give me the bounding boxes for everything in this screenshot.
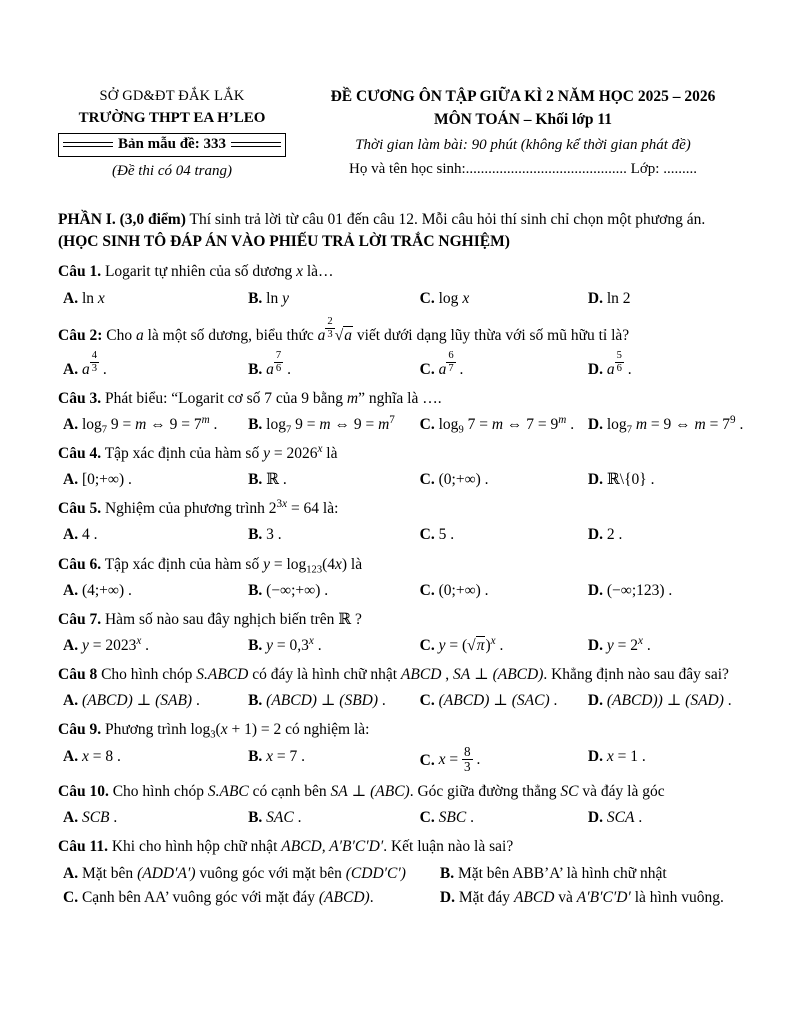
option-label: C.	[419, 415, 435, 433]
option-label: C.	[419, 581, 435, 599]
exam-title-block	[310, 86, 736, 183]
student-name-line: Họ và tên học sinh:........................................... Lớp: .........	[349, 160, 697, 177]
question-block	[58, 835, 736, 909]
option-text: [0;+∞) .	[81, 471, 132, 489]
answer-option	[420, 806, 588, 830]
option-text: a $^{\frac{4}{3}}$ .	[81, 349, 107, 378]
option-text: 4 .	[81, 526, 98, 544]
option-text: $\log_7 9 = m$ ⇔ $9 = m^7$	[266, 413, 395, 436]
options-row	[58, 806, 736, 830]
question-text: Cho a là một số dương, biểu thức a $^{\frac{2}{3}}$ √a viết dưới dạng lũy thừa với số mũ hữu tỉ là?	[106, 315, 630, 344]
option-label: B.	[248, 415, 263, 433]
option-text: (4;+∞) .	[81, 581, 132, 599]
answer-option	[63, 523, 248, 547]
answer-option	[420, 287, 588, 311]
question-stem	[58, 780, 736, 803]
option-label: B.	[248, 526, 263, 544]
option-label: A.	[63, 360, 79, 378]
option-text: x = 1 .	[606, 747, 646, 765]
option-text: ln x	[81, 289, 105, 307]
question-block	[58, 663, 736, 713]
option-text: a $^{\frac{7}{6}}$ .	[266, 349, 291, 378]
option-label: C.	[419, 360, 435, 378]
question-text: Tập xác định của hàm số $y = 2026^x$ là	[104, 442, 338, 462]
option-text: 5 .	[438, 526, 455, 544]
option-label: B.	[248, 809, 263, 827]
answer-option	[248, 468, 420, 492]
option-label: B.	[248, 289, 263, 307]
answer-option	[63, 350, 248, 382]
option-label: B.	[248, 747, 263, 765]
question-list	[58, 260, 744, 909]
option-label: D.	[587, 526, 603, 544]
question-stem	[58, 316, 736, 347]
department-name: SỞ GD&ĐT ĐẮK LẮK	[99, 88, 245, 104]
question-number: Câu 3.	[58, 389, 102, 407]
option-text: Mặt bên ABB’A’ là hình chữ nhật	[457, 864, 667, 882]
double-rule-left	[63, 142, 113, 147]
option-text: $\log_9 7 = m$ ⇔ $7 = 9^m$ .	[438, 413, 575, 436]
part-lead	[58, 209, 736, 231]
option-label: C.	[419, 809, 435, 827]
option-text: (ABCD)) ⊥ (SAD) .	[606, 692, 732, 710]
option-label: D.	[587, 289, 603, 307]
option-text: (ABCD) ⊥ (SAC) .	[438, 692, 558, 710]
option-text: ℝ .	[266, 471, 287, 489]
question-text: Tập xác định của hàm số $y = \log_{123}(4x)$ là	[104, 555, 363, 576]
option-label: C.	[419, 471, 435, 489]
option-text: $\log_7 9 = m$ ⇔ $9 = 7^m$ .	[81, 413, 218, 436]
exam-variant-label: Bản mẫu đề: 333	[118, 135, 226, 152]
answer-option	[588, 350, 736, 382]
question-text: Phát biểu: “Logarit cơ số 7 của 9 bằng m” nghĩa là ….	[104, 389, 442, 407]
option-text: ℝ\{0} .	[606, 471, 655, 489]
exam-variant-box	[58, 133, 286, 157]
option-label: A.	[63, 809, 79, 827]
question-block	[58, 316, 736, 382]
question-stem	[58, 608, 736, 631]
option-text: x = 8 .	[81, 747, 121, 765]
question-number: Câu 9.	[58, 721, 102, 739]
option-text: (ABCD) ⊥ (SBD) .	[266, 692, 386, 710]
answer-option	[248, 579, 420, 603]
answer-option	[588, 745, 736, 776]
option-text: Mặt bên (ADD′A′) vuông góc với mặt bên (CDD′C′)	[81, 864, 406, 882]
answer-option	[420, 523, 588, 547]
answer-option	[440, 862, 736, 886]
option-label: B.	[439, 864, 455, 882]
pages-note: (Đề thi có 04 trang)	[112, 162, 232, 179]
answer-option	[248, 287, 420, 311]
answer-option	[588, 634, 736, 658]
question-text: Khi cho hình hộp chữ nhật ABCD, A′B′C′D′. Kết luận nào là sai?	[111, 838, 514, 856]
question-number: Câu 10.	[58, 783, 109, 801]
question-text: Cho hình chóp S.ABC có cạnh bên SA ⊥ (ABC). Góc giữa đường thẳng SC và đáy là góc	[112, 783, 665, 801]
option-label: C.	[419, 637, 435, 655]
option-label: A.	[63, 747, 79, 765]
option-text: $\log_7 m = 9$ ⇔ $m = 7^9$ .	[606, 413, 744, 436]
answer-sheet-note: (HỌC SINH TÔ ĐÁP ÁN VÀO PHIẾU TRẢ LỜI TRẮC NGHIỆM)	[58, 232, 510, 250]
option-text: a $^{\frac{6}{7}}$ .	[438, 349, 464, 378]
question-text: Phương trình $\log_3(x + 1) = 2$ có nghiệm là:	[104, 721, 370, 741]
option-label: D.	[587, 471, 603, 489]
answer-option	[63, 886, 440, 910]
school-name: TRƯỜNG THPT EA H’LEO	[78, 110, 266, 127]
option-text: (0;+∞) .	[438, 471, 489, 489]
answer-option	[588, 689, 736, 713]
options-row	[58, 468, 736, 492]
option-label: B.	[248, 692, 263, 710]
question-block	[58, 718, 736, 775]
answer-option	[248, 523, 420, 547]
option-text: (0;+∞) .	[438, 581, 489, 599]
question-number: Câu 11.	[58, 838, 108, 856]
answer-option	[248, 689, 420, 713]
question-block	[58, 780, 736, 830]
answer-option	[588, 468, 736, 492]
question-stem	[58, 553, 736, 576]
option-text: x = $\frac{8}{3}$ .	[438, 743, 481, 775]
question-stem	[58, 835, 736, 858]
option-label: B.	[248, 637, 263, 655]
question-text: Cho hình chóp S.ABCD có đáy là hình chữ nhật ABCD , SA ⊥ (ABCD). Khẳng định nào sau đây sai?	[101, 666, 729, 684]
option-label: C.	[63, 888, 79, 906]
option-label: B.	[248, 581, 263, 599]
answer-option	[248, 745, 420, 776]
option-label: D.	[587, 360, 603, 378]
question-stem	[58, 718, 736, 741]
question-number: Câu 7.	[58, 610, 102, 628]
question-number: Câu 1.	[58, 263, 102, 281]
question-stem	[58, 497, 736, 520]
options-row	[58, 689, 736, 713]
answer-option	[588, 287, 736, 311]
answer-option	[587, 413, 744, 437]
answer-option	[420, 745, 588, 776]
options-row	[58, 523, 736, 547]
answer-option	[63, 634, 248, 658]
question-number: Câu 2:	[58, 326, 103, 344]
exam-subtitle: MÔN TOÁN – Khối lớp 11	[433, 111, 613, 129]
options-row	[58, 862, 736, 910]
question-stem	[58, 442, 736, 465]
option-text: $y = 2023^x$ .	[81, 634, 150, 655]
section-intro	[58, 209, 736, 254]
option-label: A.	[63, 864, 79, 882]
answer-option	[420, 689, 588, 713]
answer-option	[63, 287, 248, 311]
options-row	[58, 634, 736, 658]
option-label: A.	[63, 637, 79, 655]
option-label: A.	[63, 471, 79, 489]
option-label: C.	[419, 289, 435, 307]
part-instructions: Thí sinh trả lời từ câu 01 đến câu 12. Mỗi câu hỏi thí sinh chỉ chọn một phương án.	[185, 210, 706, 228]
options-row	[58, 413, 744, 437]
option-label: C.	[419, 751, 435, 769]
answer-option	[588, 806, 736, 830]
options-row	[58, 350, 736, 382]
option-label: D.	[587, 581, 603, 599]
question-number: Câu 5.	[58, 500, 102, 518]
option-label: C.	[419, 526, 435, 544]
option-text: (ABCD) ⊥ (SAB) .	[81, 692, 200, 710]
option-text: 2 .	[606, 526, 623, 544]
answer-option	[248, 413, 420, 437]
double-rule-right	[231, 142, 281, 147]
option-text: x = 7 .	[266, 747, 306, 765]
answer-option	[63, 413, 248, 437]
option-text: ln 2	[606, 289, 631, 307]
option-label: B.	[248, 471, 263, 489]
option-text: SCB .	[81, 809, 118, 827]
question-text: Logarit tự nhiên của số dương x là…	[104, 263, 334, 281]
option-text: Cạnh bên AA’ vuông góc với mặt đáy (ABCD).	[81, 888, 374, 906]
option-text: SAC .	[266, 809, 302, 827]
answer-option	[420, 468, 588, 492]
answer-option	[63, 579, 248, 603]
option-label: D.	[587, 809, 603, 827]
option-text: $y = 0,3^x$ .	[266, 634, 322, 655]
question-block	[58, 387, 744, 437]
answer-option	[420, 634, 588, 658]
answer-option	[63, 806, 248, 830]
option-text: $y = (√\pi)^x$ .	[438, 634, 504, 655]
question-stem	[58, 663, 736, 686]
exam-duration: Thời gian làm bài: 90 phút (không kể thời gian phát đề)	[355, 136, 691, 153]
answer-option	[248, 634, 420, 658]
option-label: C.	[419, 692, 435, 710]
option-text: $y = 2^x$ .	[606, 634, 651, 655]
option-label: A.	[63, 581, 79, 599]
question-text: Nghiệm của phương trình $2^{3x} = 64$ là:	[104, 498, 339, 518]
school-block	[58, 86, 286, 183]
question-block	[58, 442, 736, 492]
answer-option	[248, 350, 420, 382]
option-label: A.	[63, 692, 79, 710]
option-text: SBC .	[438, 809, 474, 827]
option-label: D.	[587, 637, 603, 655]
answer-option	[440, 886, 736, 910]
option-text: (−∞;+∞) .	[266, 581, 329, 599]
answer-option	[420, 413, 588, 437]
option-label: D.	[439, 888, 455, 906]
question-text: Hàm số nào sau đây nghịch biến trên ℝ ?	[104, 610, 362, 628]
question-number: Câu 6.	[58, 555, 102, 573]
question-block	[58, 608, 736, 658]
option-text: (−∞;123) .	[606, 581, 673, 599]
question-number: Câu 8	[58, 666, 98, 684]
options-row	[58, 745, 736, 776]
answer-option	[63, 468, 248, 492]
exam-title: ĐỀ CƯƠNG ÔN TẬP GIỮA KÌ 2 NĂM HỌC 2025 – 2026	[330, 88, 716, 105]
question-block	[58, 553, 736, 603]
answer-option	[63, 745, 248, 776]
question-number: Câu 4.	[58, 444, 102, 462]
option-text: ln y	[266, 289, 289, 307]
answer-option	[420, 579, 588, 603]
option-label: D.	[587, 747, 603, 765]
option-text: 3 .	[266, 526, 282, 544]
option-label: D.	[587, 692, 603, 710]
question-stem	[58, 260, 736, 283]
option-text: SCA .	[606, 809, 643, 827]
question-block	[58, 497, 736, 547]
option-text: log x	[438, 289, 470, 307]
answer-option	[588, 579, 736, 603]
options-row	[58, 287, 736, 311]
option-label: D.	[587, 415, 603, 433]
answer-option	[63, 862, 440, 886]
part-label: PHẦN I. (3,0 điểm)	[58, 210, 186, 228]
answer-option	[248, 806, 420, 830]
option-text: a $^{\frac{5}{6}}$ .	[606, 349, 632, 378]
answer-option	[420, 350, 588, 382]
question-stem	[58, 387, 736, 410]
option-label: A.	[63, 415, 79, 433]
question-block	[58, 260, 736, 310]
option-label: A.	[63, 526, 79, 544]
options-row	[58, 579, 736, 603]
option-text: Mặt đáy ABCD và A′B′C′D′ là hình vuông.	[458, 888, 724, 906]
option-label: B.	[248, 360, 263, 378]
option-label: A.	[63, 289, 79, 307]
exam-header	[58, 86, 736, 183]
answer-option	[588, 523, 736, 547]
answer-option	[63, 689, 248, 713]
